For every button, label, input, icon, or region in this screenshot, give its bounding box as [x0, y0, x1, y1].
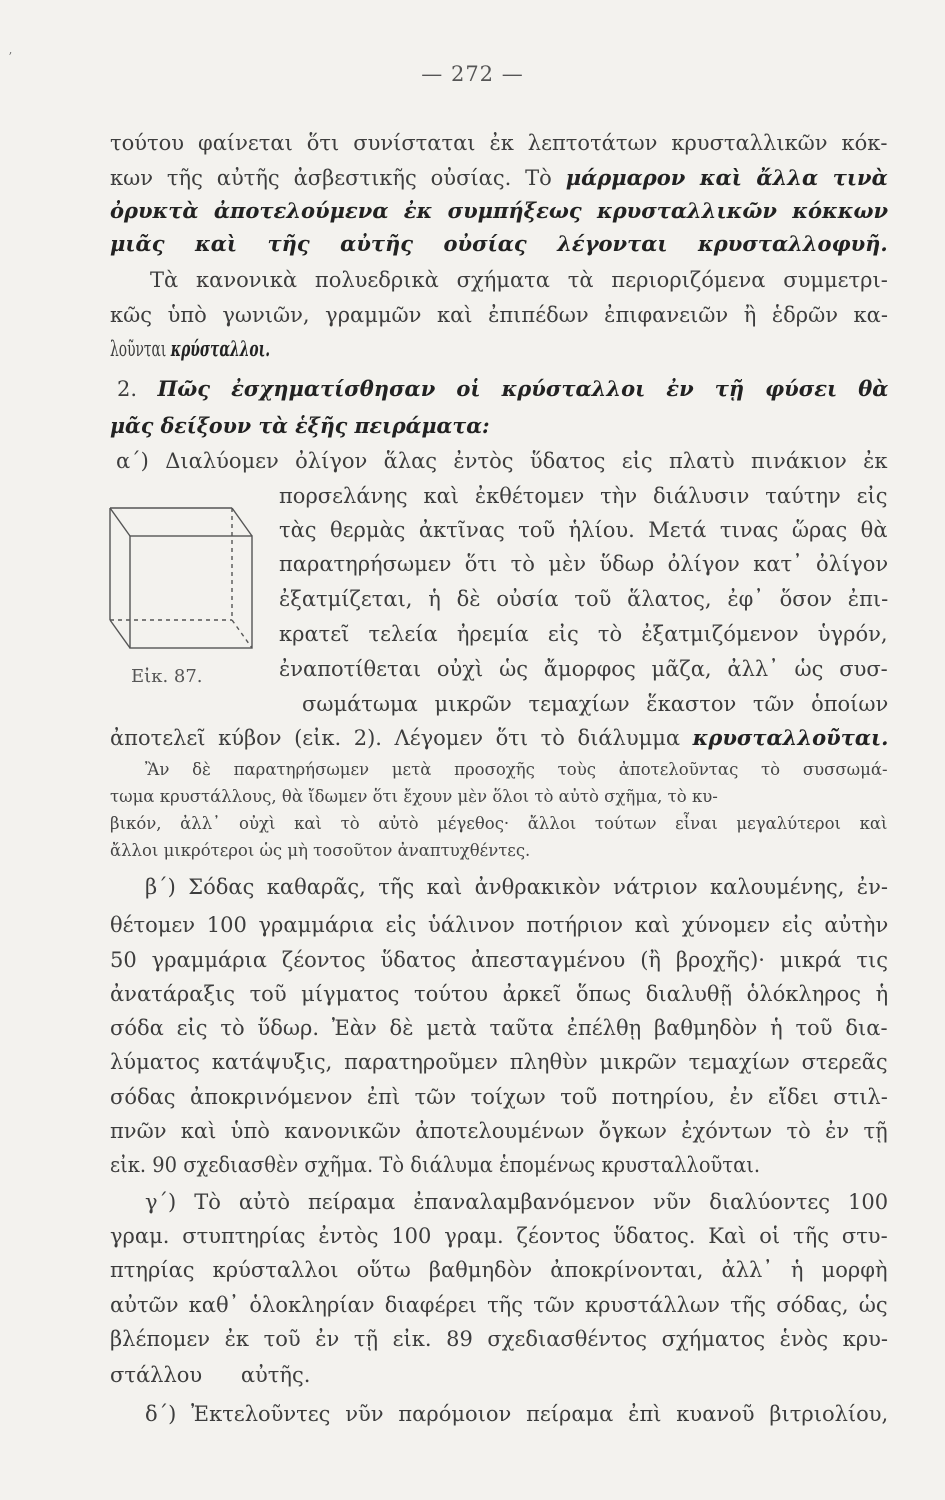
text-line: [110, 229, 888, 259]
emphasis-text: κρυσταλλοῦται.: [692, 725, 889, 750]
text-segment: στάλλου αὐτῆς.: [110, 1363, 311, 1387]
emphasis-text: μιᾶς καὶ τῆς αὐτῆς οὐσίας λέγονται κρυσταλλοφυῆ.: [110, 231, 888, 256]
text-line: [110, 1221, 888, 1251]
text-segment: 50 γραμμάρια ζέοντος ὕδατος ἀπεσταγμένου (ἢ βροχῆς)· μικρά τις: [110, 948, 888, 972]
text-line: [150, 265, 888, 295]
text-segment: εἰκ. 90 σχεδιασθὲν σχῆμα. Τὸ διάλυμα ἑπομένως κρυσταλλοῦται.: [110, 1153, 761, 1177]
text-line: [110, 785, 718, 809]
text-segment: λύματος κατάψυξις, παρατηροῦμεν πληθὺν μικρῶν τεμαχίων στερεᾶς: [110, 1050, 888, 1074]
text-segment: ἄλλοι μικρότεροι ὡς μὴ τοσοῦτον ἀναπτυχθέντες.: [110, 841, 531, 860]
text-line: [145, 1187, 888, 1217]
text-segment: γραμ. στυπτηρίας ἐντὸς 100 γραμ. ζέοντος ὕδατος. Καὶ οἱ τῆς στυ-: [110, 1224, 888, 1248]
text-segment: γ΄) Τὸ αὐτὸ πείραμα ἐπαναλαμβανόμενον νῦν διαλύοντες 100: [145, 1190, 889, 1214]
text-line: [145, 872, 888, 902]
text-segment: Τὰ κανονικὰ πολυεδρικὰ σχήματα τὰ περιοριζόμενα συμμετρι-: [150, 268, 888, 292]
emphasis-text: Πῶς ἐσχηματίσθησαν οἱ κρύσταλλοι ἐν τῇ φύσει θὰ: [157, 376, 889, 401]
text-line: [145, 1399, 888, 1429]
text-line: [279, 619, 888, 649]
text-line: [110, 945, 888, 975]
text-line: [110, 1150, 760, 1180]
text-line: [110, 163, 888, 193]
text-segment: λοῦνται: [110, 337, 171, 361]
text-line: [110, 1013, 888, 1043]
text-line: [110, 1047, 888, 1077]
text-segment: 2.: [117, 377, 158, 401]
text-segment: αὐτῶν καθ᾿ ὁλοκληρίαν διαφέρει τῆς τῶν κρυστάλλων τῆς σόδας, ὡς: [110, 1293, 888, 1317]
text-line: [110, 1116, 888, 1146]
cube-figure: [106, 496, 256, 656]
text-segment: τὰς θερμὰς ἀκτῖνας τοῦ ἡλίου. Μετά τινας ὥρας θὰ: [279, 518, 888, 542]
text-segment: κων τῆς αὐτῆς ἀσβεστικῆς οὐσίας. Τὸ: [110, 166, 566, 190]
text-line: [279, 549, 888, 579]
text-line: [110, 196, 888, 226]
text-segment: τωμα κρυστάλλους, θὰ ἴδωμεν ὅτι ἔχουν μὲν ὅλοι τὸ αὐτὸ σχῆμα, τὸ κυ-: [110, 787, 718, 806]
text-line: [110, 839, 530, 863]
text-line: [145, 758, 888, 782]
text-line: [110, 723, 888, 753]
text-segment: ἀποτελεῖ κύβον (εἰκ. 2). Λέγομεν ὅτι τὸ διάλυμμα: [110, 726, 693, 750]
text-line: [110, 300, 888, 330]
text-line: [302, 689, 888, 719]
emphasis-text: κρύσταλλοι.: [170, 336, 271, 361]
text-segment: βλέπομεν ἐκ τοῦ ἐν τῇ εἰκ. 89 σχεδιασθέντος σχήματος ἑνὸς κρυ-: [110, 1327, 889, 1351]
page-number: — 272 —: [421, 62, 524, 86]
text-segment: θέτομεν 100 γραμμάρια εἰς ὑάλινον ποτήριον καὶ χύνομεν εἰς αὐτὴν: [110, 913, 889, 937]
text-line: [110, 411, 490, 441]
text-segment: παρατηρήσωμεν ὅτι τὸ μὲν ὕδωρ ὀλίγον κατ᾿ ὀλίγον: [279, 552, 889, 576]
text-segment: Ἂν δὲ παρατηρήσωμεν μετὰ προσοχῆς τοὺς ἀποτελοῦντας τὸ συσσωμά-: [145, 760, 888, 779]
text-segment: ἐξατμίζεται, ἡ δὲ οὐσία τοῦ ἅλατος, ἐφ᾿ ὅσον ἐπι-: [279, 587, 889, 611]
text-segment: τούτου φαίνεται ὅτι συνίσταται ἐκ λεπτοτάτων κρυσταλλικῶν κόκ-: [110, 131, 888, 155]
text-line: [110, 1324, 888, 1354]
text-segment: σόδας ἀποκρινόμενον ἐπὶ τῶν τοίχων τοῦ ποτηρίου, ἐν εἴδει στιλ-: [110, 1085, 888, 1109]
text-line: [110, 128, 888, 158]
text-segment: κῶς ὑπὸ γωνιῶν, γραμμῶν καὶ ἐπιπέδων ἐπιφανειῶν ἢ ἑδρῶν κα-: [110, 303, 888, 327]
text-line: [110, 1082, 888, 1112]
text-segment: πνῶν καὶ ὑπὸ κανονικῶν ἀποτελουμένων ὄγκων ἐχόντων τὸ ἐν τῇ: [110, 1119, 888, 1143]
text-segment: σόδα εἰς τὸ ὕδωρ. Ἐὰν δὲ μετὰ ταῦτα ἐπέλθῃ βαθμηδὸν ἡ τοῦ δια-: [110, 1016, 888, 1040]
text-segment: δ΄) Ἐκτελοῦντες νῦν παρόμοιον πείραμα ἐπὶ κυανοῦ βιτριολίου,: [145, 1402, 889, 1426]
text-line: [279, 515, 888, 545]
text-line: [279, 481, 888, 511]
text-line: [279, 584, 888, 614]
text-segment: ἐναποτίθεται οὐχὶ ὡς ἄμορφος μᾶζα, ἀλλ᾿ ὡς συσ-: [279, 657, 888, 681]
text-line: [110, 979, 888, 1009]
text-line: [110, 334, 270, 364]
text-segment: κρατεῖ τελεία ἠρεμία εἰς τὸ ἐξατμιζόμενον ὑγρόν,: [279, 622, 888, 646]
text-line: [110, 1290, 888, 1320]
text-segment: σωμάτωμα μικρῶν τεμαχίων ἕκαστον τῶν ὁποίων: [302, 692, 889, 716]
text-line: [110, 812, 888, 836]
emphasis-text: μᾶς δείξουν τὰ ἑξῆς πειράματα:: [110, 413, 490, 438]
text-segment: β΄) Σόδας καθαρᾶς, τῆς καὶ ἀνθρακικὸν νάτριον καλουμένης, ἐν-: [145, 875, 888, 899]
text-segment: πτηρίας κρύσταλλοι οὕτω βαθμηδὸν ἀποκρίνονται, ἀλλ᾿ ἡ μορφὴ: [110, 1258, 888, 1282]
emphasis-text: ὀρυκτὰ ἀποτελούμενα ἐκ συμπήξεως κρυσταλλικῶν κόκκων: [110, 198, 889, 223]
text-line: [117, 374, 888, 404]
text-line: [110, 910, 888, 940]
text-segment: βικόν, ἀλλ᾿ οὐχὶ καὶ τὸ αὐτὸ μέγεθος· ἄλλοι τούτων εἶναι μεγαλύτεροι καὶ: [110, 814, 888, 833]
emphasis-text: μάρμαρον καὶ ἄλλα τινὰ: [565, 165, 888, 190]
text-line: [116, 446, 888, 476]
figure-caption: Εἰκ. 87.: [131, 666, 203, 687]
text-line: [110, 1255, 888, 1285]
text-line: [279, 654, 888, 684]
text-segment: πορσελάνης καὶ ἐκθέτομεν τὴν διάλυσιν ταύτην εἰς: [279, 484, 888, 508]
text-segment: ἀνατάραξις τοῦ μίγματος τούτου ἀρκεῖ ὅπως διαλυθῇ ὁλόκληρος ἡ: [110, 982, 889, 1006]
text-line: [110, 1360, 310, 1390]
margin-mark: ʼ: [8, 50, 12, 64]
text-segment: α΄) Διαλύομεν ὀλίγον ἅλας ἐντὸς ὕδατος εἰς πλατὺ πινάκιον ἐκ: [116, 449, 888, 473]
